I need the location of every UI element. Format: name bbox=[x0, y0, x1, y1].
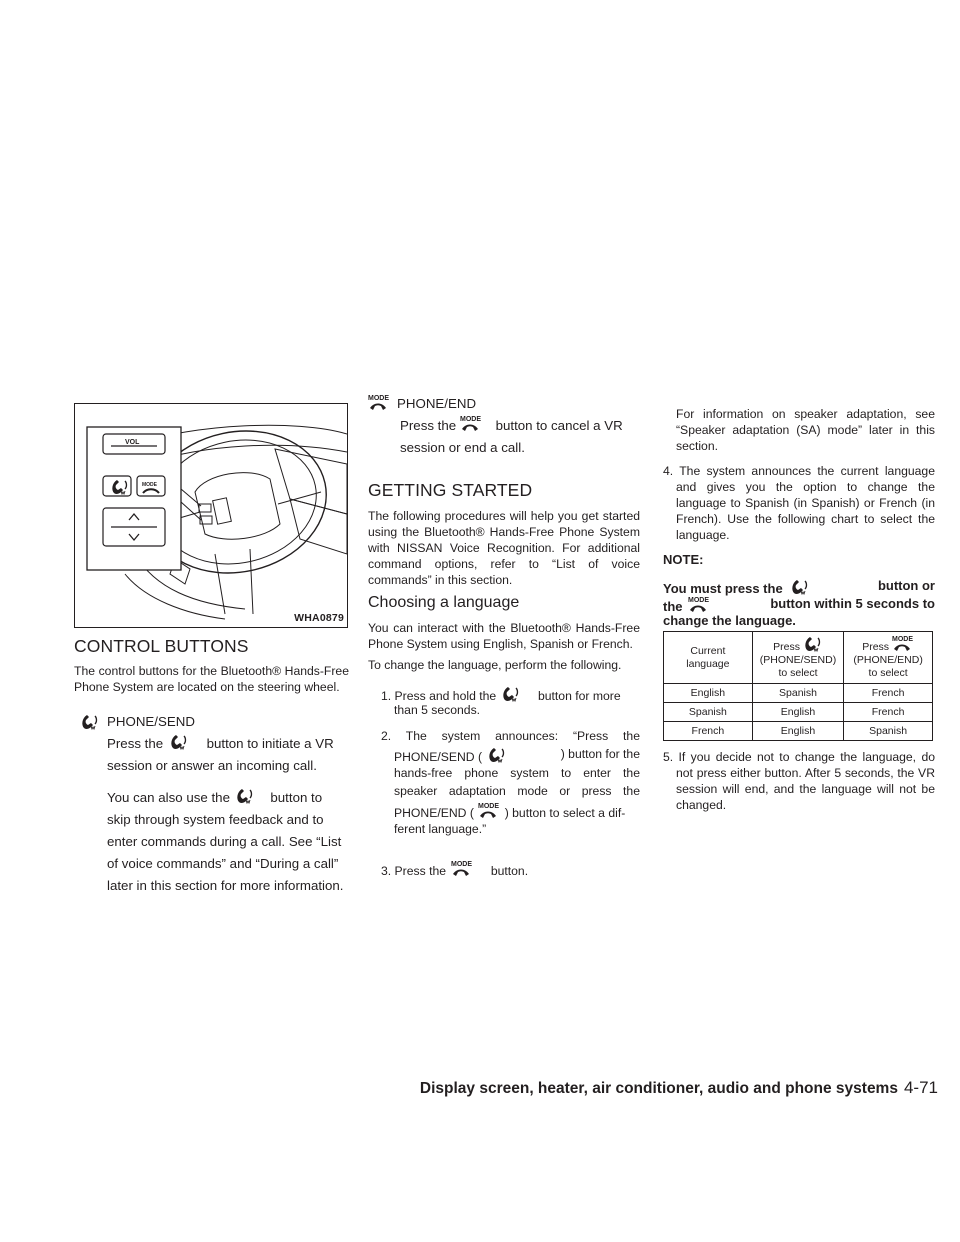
note-text: change the language. bbox=[663, 613, 796, 628]
table-cell: Spanish bbox=[752, 684, 843, 703]
control-buttons-heading: CONTROL BUTTONS bbox=[74, 636, 249, 656]
table-cell: English bbox=[752, 703, 843, 722]
phone-send-text: enter commands during a call. See “List bbox=[107, 834, 342, 849]
phone-send-text: of voice commands” and “During a call” bbox=[107, 856, 339, 871]
table-cell: French bbox=[664, 722, 753, 741]
step-3-text: button. bbox=[490, 864, 529, 878]
phone-end-text: Press the bbox=[400, 418, 457, 433]
step-2-text: speaker adaptation mode or press the bbox=[394, 784, 640, 798]
step-1-text: 1. Press and hold the bbox=[381, 689, 497, 703]
step-2-text: ) button for the bbox=[560, 747, 640, 761]
note-text: the bbox=[663, 599, 683, 614]
step-1-text: button for more bbox=[537, 689, 621, 703]
note-text: button within 5 seconds to bbox=[770, 596, 935, 611]
phone-send-icon bbox=[169, 733, 189, 751]
phone-send-text: later in this section for more information. bbox=[107, 878, 344, 893]
step-5-text: 5. If you decide not to change the language, do not press either button. After 5 seconds, the VR session will end, and the language will not be changed. bbox=[663, 750, 935, 812]
table-cell: Spanish bbox=[664, 703, 753, 722]
phone-end-mode-icon bbox=[368, 394, 390, 412]
note-label: NOTE: bbox=[663, 552, 704, 567]
step-2-text: hands-free phone system to enter the bbox=[394, 766, 640, 780]
getting-started-body: The following procedures will help you get started using the Bluetooth® Hands-Free Phone System with NISSAN Voice Recognition. For additional command options, refer to “List of voice commands” in this section. bbox=[368, 509, 640, 587]
table-cell: French bbox=[844, 684, 933, 703]
phone-end-mode-icon bbox=[478, 802, 500, 820]
speaker-adaptation-info: For information on speaker adaptation, see “Speaker adaptation (SA) mode” later in this section. bbox=[676, 407, 935, 453]
steering-wheel-figure bbox=[74, 403, 348, 628]
phone-send-label: PHONE/SEND bbox=[107, 714, 195, 729]
control-buttons-intro: The control buttons for the Bluetooth® Hands-Free Phone System are located on the steering wheel. bbox=[74, 664, 349, 694]
table-cell: Spanish bbox=[844, 722, 933, 741]
phone-send-icon bbox=[235, 787, 255, 805]
step-2-text: ) button to select a dif- bbox=[504, 806, 626, 820]
page-footer bbox=[400, 1078, 938, 1098]
phone-send-icon bbox=[80, 713, 100, 731]
phone-end-mode-icon bbox=[688, 596, 710, 614]
note-text: You must press the bbox=[663, 581, 783, 596]
choosing-language-body: To change the language, perform the following. bbox=[368, 658, 622, 672]
phone-end-text: session or end a call. bbox=[400, 440, 525, 455]
step-4-text: 4. The system announces the current language and gives you the option to change the language to Spanish (in Spanish) or French (in French). Use the following chart to select the language. bbox=[663, 464, 935, 542]
phone-send-text: You can also use the bbox=[107, 790, 230, 805]
phone-end-text: button to cancel a VR bbox=[495, 418, 623, 433]
steering-wheel-illustration bbox=[75, 404, 347, 627]
phone-end-mode-icon bbox=[451, 860, 473, 878]
table-cell: French bbox=[844, 703, 933, 722]
footer-title: Display screen, heater, air conditioner, audio and phone systems bbox=[419, 1080, 898, 1097]
figure-code: WHA0879 bbox=[294, 612, 344, 624]
step-2-text: PHONE/SEND ( bbox=[394, 750, 483, 764]
phone-send-text: skip through system feedback and to bbox=[107, 812, 324, 827]
phone-end-label: PHONE/END bbox=[397, 396, 477, 411]
phone-send-icon bbox=[487, 746, 507, 764]
phone-send-text: session or answer an incoming call. bbox=[107, 758, 317, 773]
step-3-text: 3. Press the bbox=[381, 864, 447, 878]
phone-end-mode-icon bbox=[460, 415, 482, 433]
phone-send-icon bbox=[790, 578, 810, 596]
step-2-text: 2. The system announces: “Press the bbox=[381, 729, 640, 743]
table-header-end: Press (PHONE/END) to select bbox=[844, 632, 933, 684]
step-2-text: ferent language.” bbox=[394, 822, 487, 836]
table-row bbox=[664, 722, 933, 741]
phone-send-text: button to initiate a VR bbox=[206, 736, 334, 751]
choosing-language-heading: Choosing a language bbox=[368, 594, 520, 611]
step-2-text: PHONE/END ( bbox=[394, 806, 474, 820]
language-table bbox=[663, 631, 933, 741]
table-cell: English bbox=[752, 722, 843, 741]
table-header-send: Press (PHONE/SEND) to select bbox=[752, 632, 843, 684]
phone-send-text: Press the bbox=[107, 736, 164, 751]
getting-started-heading: GETTING STARTED bbox=[368, 480, 533, 500]
choosing-language-body: You can interact with the Bluetooth® Hands-Free Phone System using English, Spanish or French. bbox=[368, 621, 640, 651]
mode-label: MODE bbox=[142, 482, 157, 488]
table-cell: English bbox=[664, 684, 753, 703]
phone-send-icon bbox=[803, 635, 823, 653]
table-header-current: Current language bbox=[664, 632, 753, 684]
page-number: 4-71 bbox=[903, 1078, 938, 1097]
step-1-text: than 5 seconds. bbox=[394, 703, 481, 717]
phone-send-icon bbox=[501, 685, 521, 703]
vol-label: VOL bbox=[125, 439, 140, 446]
note-text: button or bbox=[877, 578, 935, 593]
table-row bbox=[664, 703, 933, 722]
phone-send-text: button to bbox=[270, 790, 323, 805]
table-row bbox=[664, 684, 933, 703]
phone-end-mode-icon bbox=[892, 635, 914, 653]
